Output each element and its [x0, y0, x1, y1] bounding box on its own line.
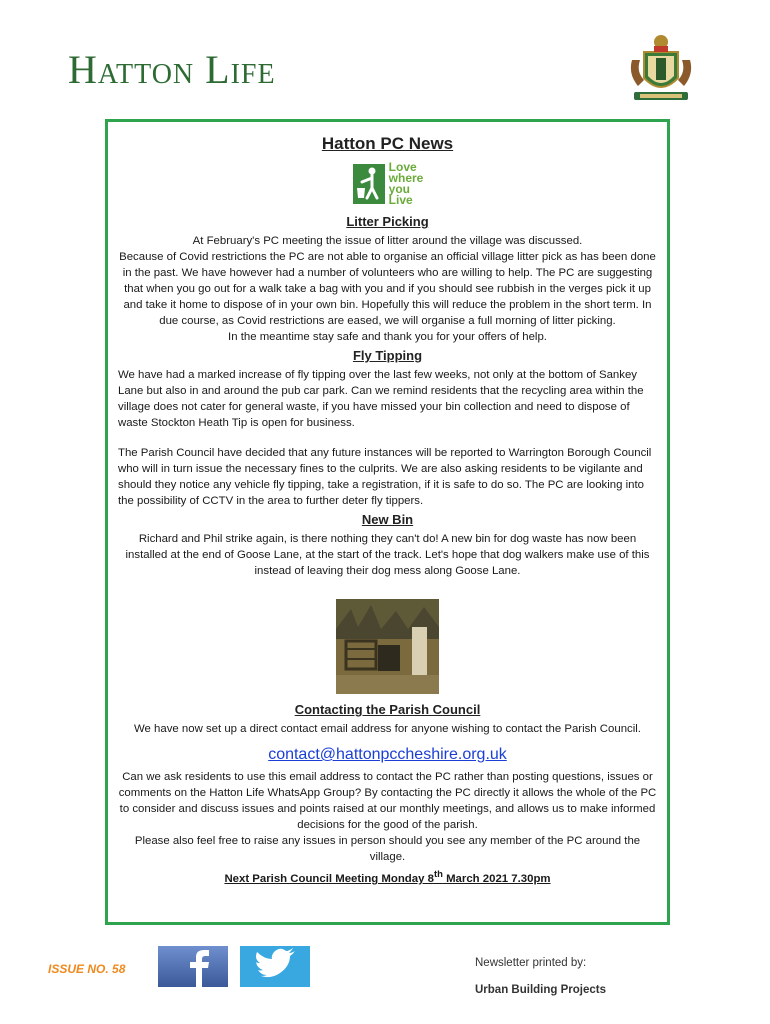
logo-word-4: Live	[388, 193, 413, 207]
next-meeting-date: March 2021 7.30pm	[442, 872, 551, 885]
fly-paragraph-2: The Parish Council have decided that any future instances will be reported to Warrington Borough Council who will in turn issue the necessary fines to the culprits. We are also asking residents to be vigilante and should they notice any vehicle fly tipping, take a registration, if it is safe to do so. The PC are looking into the possibility of CCTV in the area to further deter fly tippers.	[118, 447, 652, 507]
contact-email-link[interactable]: contact@hattonpccheshire.org.uk	[268, 746, 507, 763]
logo-word-3: you	[388, 182, 410, 196]
next-meeting-text: Next Parish Council Meeting Monday 8	[224, 872, 434, 885]
crest-icon	[626, 30, 696, 105]
dog-bin-photo	[336, 599, 439, 694]
contact-paragraph-2: Please also feel free to raise any issues in person should you see any member of the PC around the village.	[134, 835, 641, 863]
newsletter-title: Hatton PC News	[321, 134, 454, 153]
love-where-you-live-logo	[118, 158, 657, 210]
next-meeting	[118, 867, 657, 887]
litter-heading: Litter Picking	[346, 214, 429, 229]
logo-word-1: Love	[388, 160, 417, 174]
contact-intro: We have now set up a direct contact email address for anyone wishing to contact the Parish Council.	[134, 723, 641, 735]
bin-heading: New Bin	[361, 512, 414, 527]
news-frame	[105, 119, 670, 925]
litter-paragraph-3: In the meantime stay safe and thank you for your offers of help.	[228, 331, 547, 343]
contact-heading: Contacting the Parish Council	[294, 702, 481, 717]
litter-paragraph-2: Because of Covid restrictions the PC are not able to organise an official village litter pick as has been done in the past. We have however had a number of volunteers who are willing to help. The PC are suggesting that when you go out for a walk take a bag with you and if you should see rubbish in the verges pick it up and take it home to dispose of in your own bin. Hopefully this will reduce the problem in the short term. In due course, as Covid restrictions are eased, we will organise a full morning of litter picking.	[119, 251, 656, 327]
next-meeting-sup: th	[433, 869, 443, 880]
masthead-title: Hatton Life	[68, 47, 276, 92]
fly-paragraph-1: We have had a marked increase of fly tipping over the last few weeks, not only at the bottom of Sankey Lane but also in and around the pub car park. Can we remind residents that the recycling area within the village does not cater for general waste, if you have missed your bin collection and need to dispose of waste Stockton Heath Tip is open for business.	[118, 369, 644, 429]
printed-by-label: Newsletter printed by:	[475, 957, 587, 969]
facebook-icon[interactable]	[158, 946, 228, 987]
litter-paragraph-1: At February's PC meeting the issue of litter around the village was discussed.	[192, 235, 583, 247]
twitter-icon[interactable]	[240, 946, 310, 987]
bin-paragraph-1: Richard and Phil strike again, is there nothing they can't do! A new bin for dog waste has now been installed at the end of Goose Lane, at the start of the track. Let's hope that dog walkers make use of this instead of leaving their dog mess along Goose Lane.	[125, 533, 650, 577]
logo-word-2: where	[388, 171, 424, 185]
issue-number: ISSUE NO. 58	[48, 962, 126, 976]
contact-paragraph-1: Can we ask residents to use this email address to contact the PC rather than posting questions, issues or comments on the Hatton Life WhatsApp Group? By contacting the PC directly it allows the whole of the PC to consider and discuss issues and points raised at our monthly meetings, and allows us to make informed decisions for the good of the parish.	[118, 771, 657, 831]
printer-name: Urban Building Projects	[475, 984, 606, 996]
litter-figure-icon	[352, 162, 386, 206]
fly-heading: Fly Tipping	[352, 348, 423, 363]
